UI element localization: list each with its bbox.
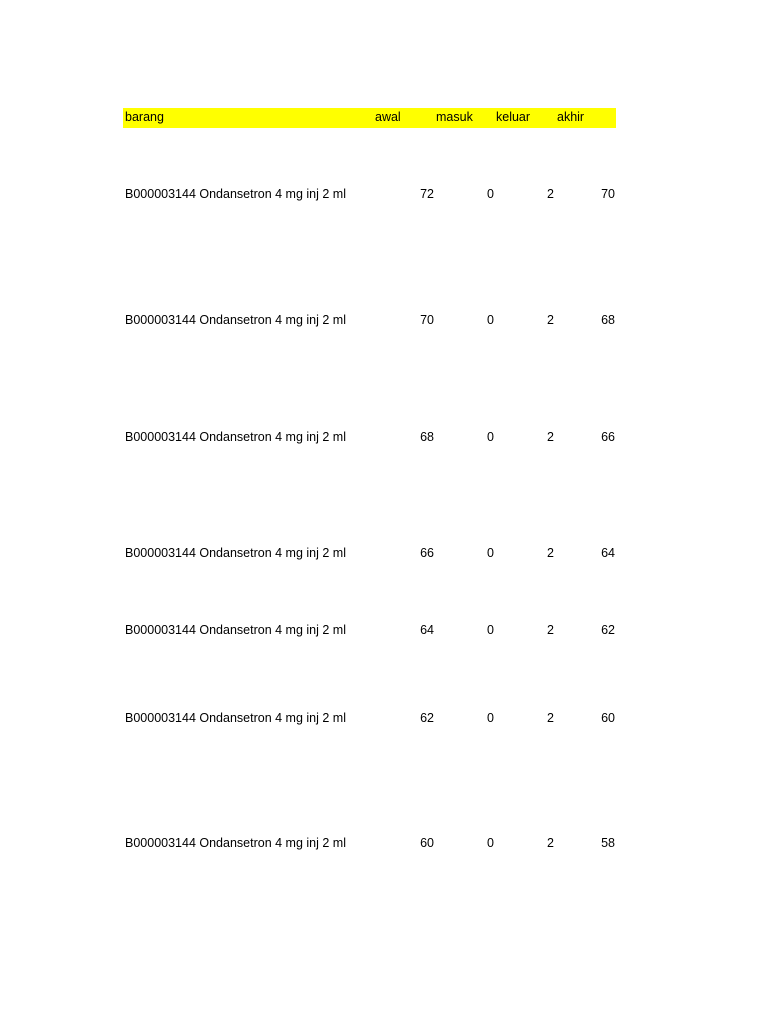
cell-awal: 66 [420, 546, 434, 560]
cell-masuk: 0 [487, 836, 494, 850]
cell-keluar: 2 [547, 711, 554, 725]
cell-akhir: 58 [601, 836, 615, 850]
cell-keluar: 2 [547, 623, 554, 637]
cell-awal: 62 [420, 711, 434, 725]
cell-keluar: 2 [547, 313, 554, 327]
header-akhir: akhir [557, 110, 585, 124]
table-row [123, 546, 616, 564]
cell-masuk: 0 [487, 546, 494, 560]
cell-awal: 60 [420, 836, 434, 850]
table-row [123, 187, 616, 205]
cell-awal: 64 [420, 623, 434, 637]
cell-akhir: 62 [601, 623, 615, 637]
cell-barang: B000003144 Ondansetron 4 mg inj 2 ml [125, 187, 346, 201]
table-header-row [123, 108, 616, 128]
cell-akhir: 70 [601, 187, 615, 201]
cell-awal: 68 [420, 430, 434, 444]
table-row [123, 836, 616, 854]
cell-akhir: 68 [601, 313, 615, 327]
header-awal: awal [375, 110, 401, 124]
cell-keluar: 2 [547, 836, 554, 850]
table-row [123, 430, 616, 448]
cell-akhir: 60 [601, 711, 615, 725]
cell-keluar: 2 [547, 187, 554, 201]
cell-awal: 72 [420, 187, 434, 201]
cell-barang: B000003144 Ondansetron 4 mg inj 2 ml [125, 623, 346, 637]
cell-barang: B000003144 Ondansetron 4 mg inj 2 ml [125, 836, 346, 850]
cell-masuk: 0 [487, 313, 494, 327]
cell-barang: B000003144 Ondansetron 4 mg inj 2 ml [125, 711, 346, 725]
header-masuk: masuk [436, 110, 473, 124]
cell-barang: B000003144 Ondansetron 4 mg inj 2 ml [125, 313, 346, 327]
cell-awal: 70 [420, 313, 434, 327]
cell-akhir: 64 [601, 546, 615, 560]
cell-masuk: 0 [487, 187, 494, 201]
table-row [123, 711, 616, 729]
cell-masuk: 0 [487, 711, 494, 725]
table-row [123, 313, 616, 331]
cell-masuk: 0 [487, 430, 494, 444]
cell-barang: B000003144 Ondansetron 4 mg inj 2 ml [125, 546, 346, 560]
header-barang: barang [125, 110, 164, 124]
cell-akhir: 66 [601, 430, 615, 444]
table-row [123, 623, 616, 641]
cell-barang: B000003144 Ondansetron 4 mg inj 2 ml [125, 430, 346, 444]
header-keluar: keluar [496, 110, 531, 124]
cell-keluar: 2 [547, 546, 554, 560]
cell-masuk: 0 [487, 623, 494, 637]
cell-keluar: 2 [547, 430, 554, 444]
